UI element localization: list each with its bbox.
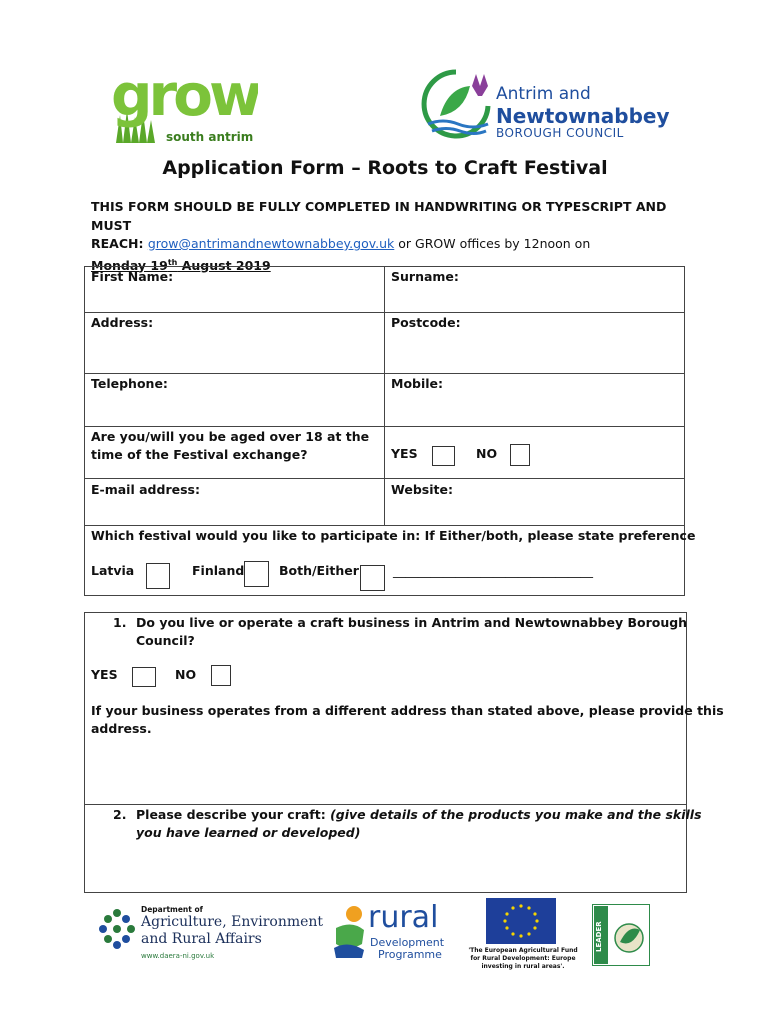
age-question-line1: Are you/will you be aged over 18 at the [91,429,370,444]
deadline-sup: th [167,257,178,267]
preference-input-line[interactable]: ________________________________ [393,563,593,578]
svg-text:south antrim: south antrim [166,130,254,144]
age-yes-checkbox[interactable] [432,446,455,466]
finland-label: Finland [192,563,245,578]
email-label: E-mail address: [91,482,200,497]
business-address-line2: address. [91,721,152,736]
q2-lead: Please describe your craft: [136,807,331,822]
eu-caption1: 'The European Agricultural Fund [468,947,578,954]
first-name-label: First Name: [91,269,174,284]
both-checkbox[interactable] [360,565,385,591]
festival-question: Which festival would you like to participate in: If Either/both, please state preference [91,528,696,543]
q1-text-line2: Council? [136,633,195,648]
eu-fund-logo [468,898,578,974]
eu-caption3: investing in rural areas'. [481,963,565,970]
council-logo-line2: Newtownabbey [496,104,670,128]
leader-logo [592,904,650,966]
row-divider [84,426,685,427]
page-title: Application Form – Roots to Craft Festival [162,157,608,179]
q2-italic1: (give details of the products you make and the skills [330,807,702,822]
rural-line2: Programme [378,948,442,961]
q1-text-line1: Do you live or operate a craft business in Antrim and Newtownabbey Borough [136,615,688,630]
mobile-label: Mobile: [391,376,444,391]
finland-checkbox[interactable] [244,561,269,587]
latvia-label: Latvia [91,563,135,578]
q2-number: 2. [113,807,127,822]
daera-url: www.daera-ni.gov.uk [141,952,215,960]
postcode-label: Postcode: [391,315,461,330]
council-logo-line1: Antrim and [496,84,591,104]
daera-line2: and Rural Affairs [141,931,262,947]
row-divider [84,525,685,526]
business-address-line1: If your business operates from a different address than stated above, please provide this [91,703,724,718]
q2-text-line2 [136,824,360,842]
q2-text-line1 [136,806,702,824]
age-yes-label: YES [391,446,418,461]
reach-label: REACH: [91,236,144,251]
age-no-checkbox[interactable] [510,444,530,466]
telephone-label: Telephone: [91,376,168,391]
latvia-checkbox[interactable] [146,563,170,589]
daera-dept: Department of [141,905,203,914]
rural-line1: Development [370,936,445,949]
instructions-line1: THIS FORM SHOULD BE FULLY COMPLETED IN HANDWRITING OR TYPESCRIPT AND MUST [91,199,667,233]
rural-development-programme-logo [332,902,450,964]
daera-line1: Agriculture, Environment [141,914,324,930]
instructions [91,198,691,275]
daera-logo [98,902,324,966]
instructions-line2 [91,235,691,254]
questions-table [84,612,687,893]
deadline-month: August 2019 [177,257,271,273]
q1-number: 1. [113,615,127,630]
q1-no-checkbox[interactable] [211,665,231,686]
council-logo-line3: BOROUGH COUNCIL [496,126,624,140]
q1-no-label: NO [175,667,197,682]
instructions-after-email: or GROW offices by 12noon on [394,236,591,251]
grow-south-antrim-logo [108,55,258,150]
age-no-label: NO [476,446,498,461]
email-link[interactable]: grow@antrimandnewtownabbey.gov.uk [147,236,395,251]
q1-yes-checkbox[interactable] [132,667,156,687]
eu-caption2: for Rural Development: Europe [470,955,576,962]
surname-label: Surname: [391,269,459,284]
deadline-date: Monday 19 [91,257,168,273]
website-label: Website: [391,482,453,497]
address-label: Address: [91,315,154,330]
q1-yes-label: YES [91,667,118,682]
row-divider [84,478,685,479]
row-divider [84,373,685,374]
antrim-newtownabbey-council-logo [418,66,668,142]
rural-word: rural [368,900,439,935]
leader-text: LEADER [595,921,603,952]
both-label: Both/Either [279,563,359,578]
row-divider [84,312,685,313]
svg-text:grow: grow [111,61,258,129]
column-divider [384,266,385,526]
q2-italic2: you have learned or developed) [136,825,361,840]
row-divider [84,804,687,805]
age-question-line2: time of the Festival exchange? [91,447,308,462]
